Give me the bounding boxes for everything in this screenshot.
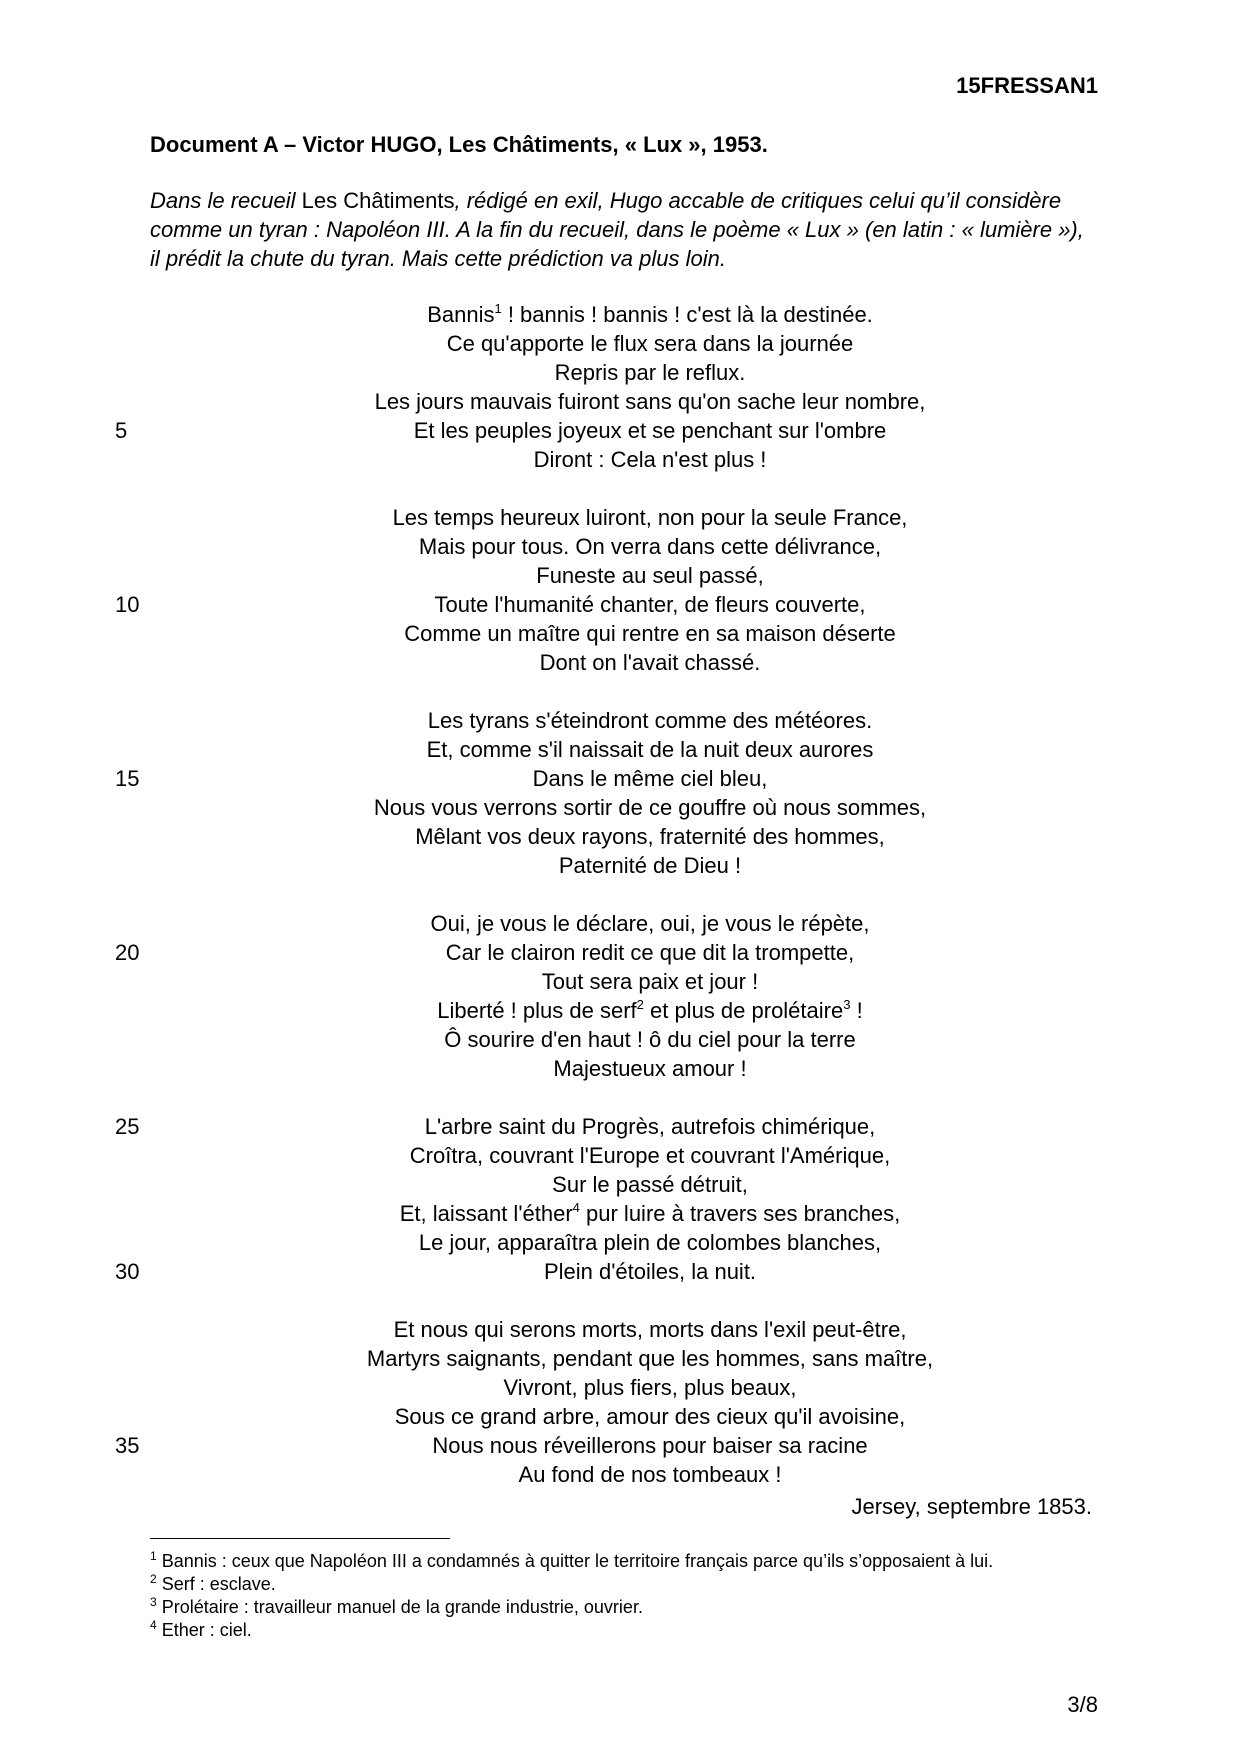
verse-2: Ce qu'apporte le flux sera dans la journée: [446, 331, 854, 356]
verse-8: Mais pour tous. On verra dans cette délivrance,: [418, 534, 882, 559]
footnote-ref-1: 1: [494, 301, 502, 316]
line-number-30: 30: [115, 1259, 140, 1284]
verse-28-part-b: pur luire à travers ses branches,: [579, 1201, 901, 1226]
verse-15: Dans le même ciel bleu,: [532, 766, 768, 791]
footnote-3: [150, 1596, 1100, 1619]
footnote-ref-4: 4: [572, 1200, 580, 1215]
verse-23: Ô sourire d'en haut ! ô du ciel pour la terre: [444, 1027, 856, 1052]
document-title: Document A – Victor HUGO, Les Châtiments, « Lux », 1953.: [150, 132, 768, 157]
footnote-text: Prolétaire : travailleur manuel de la grande industrie, ouvrier.: [156, 1597, 643, 1617]
verse-14: Et, comme s'il naissait de la nuit deux aurores: [426, 737, 874, 762]
verse-35: Nous nous réveillerons pour baiser sa racine: [432, 1433, 868, 1458]
footnote-4: [150, 1619, 1100, 1642]
footnote-2: [150, 1573, 1100, 1596]
verse-10: Toute l'humanité chanter, de fleurs couverte,: [434, 592, 866, 617]
verse-1-end: ! bannis ! bannis ! c'est là la destinée.: [501, 302, 873, 327]
verse-22-part-a: Liberté ! plus de serf: [437, 998, 637, 1023]
footnote-text: Ether : ciel.: [156, 1620, 252, 1640]
verse-19: Oui, je vous le déclare, oui, je vous le répète,: [430, 911, 870, 936]
footnote-divider: [150, 1538, 450, 1539]
footnote-text: Bannis : ceux que Napoléon III a condamnés à quitter le territoire français parce qu’ils s’opposaient à lui.: [156, 1551, 994, 1571]
poem: [200, 300, 1100, 1489]
poem-signature: Jersey, septembre 1853.: [851, 1494, 1092, 1519]
verse-22: [200, 996, 1100, 1025]
verse-16: Nous vous verrons sortir de ce gouffre où nous sommes,: [373, 795, 927, 820]
footnote-number: 4: [150, 1618, 157, 1632]
verse-13: Les tyrans s'éteindront comme des météores.: [427, 708, 873, 733]
footnote-1: [150, 1550, 1100, 1573]
verse-17: Mêlant vos deux rayons, fraternité des hommes,: [415, 824, 885, 849]
intro-part-1: Dans le recueil: [150, 188, 296, 213]
verse-12: Dont on l'avait chassé.: [539, 650, 761, 675]
verse-1-start: Bannis: [427, 302, 495, 327]
line-number-20: 20: [115, 940, 140, 965]
verse-28: [200, 1199, 1100, 1228]
verse-27: Sur le passé détruit,: [552, 1172, 748, 1197]
verse-28-part-a: Et, laissant l'éther: [399, 1201, 573, 1226]
verse-32: Martyrs saignants, pendant que les hommes, sans maître,: [366, 1346, 934, 1371]
footnote-number: 3: [150, 1595, 157, 1609]
verse-9: Funeste au seul passé,: [536, 563, 764, 588]
intro-paragraph: [150, 186, 1090, 273]
intro-book-title: Les Châtiments: [295, 188, 455, 213]
stanza-gap: [200, 1083, 1100, 1112]
verse-7: Les temps heureux luiront, non pour la seule France,: [392, 505, 908, 530]
verse-3: Repris par le reflux.: [554, 360, 746, 385]
verse-6: Diront : Cela n'est plus !: [533, 447, 767, 472]
footnote-ref-3: 3: [843, 997, 851, 1012]
footnote-number: 1: [150, 1549, 157, 1563]
intro-part-3: , rédigé en exil, Hugo accable de critiques celui qu’il considère comme un tyran : Napoléon III. A la fin du recueil, dans le poème « Lux » (en latin : « lumière »), il prédit la chute du tyran. Mais cette prédiction va plus loin.: [150, 188, 1084, 271]
page-number: 3/8: [1067, 1692, 1098, 1717]
line-number-10: 10: [115, 592, 140, 617]
verse-20: Car le clairon redit ce que dit la trompette,: [445, 940, 855, 965]
verse-26: Croîtra, couvrant l'Europe et couvrant l'Amérique,: [409, 1143, 891, 1168]
verse-34: Sous ce grand arbre, amour des cieux qu'il avoisine,: [394, 1404, 906, 1429]
verse-25: L'arbre saint du Progrès, autrefois chimérique,: [424, 1114, 876, 1139]
verse-31: Et nous qui serons morts, morts dans l'exil peut-être,: [393, 1317, 907, 1342]
verse-29: Le jour, apparaîtra plein de colombes blanches,: [418, 1230, 882, 1255]
document-code: 15FRESSAN1: [956, 73, 1098, 98]
line-number-25: 25: [115, 1114, 140, 1139]
stanza-gap: [200, 880, 1100, 909]
footnotes: [150, 1550, 1100, 1642]
verse-33: Vivront, plus fiers, plus beaux,: [503, 1375, 797, 1400]
verse-4: Les jours mauvais fuiront sans qu'on sache leur nombre,: [374, 389, 926, 414]
footnote-text: Serf : esclave.: [156, 1574, 276, 1594]
stanza-gap: [200, 677, 1100, 706]
verse-1: [200, 300, 1100, 329]
stanza-gap: [200, 1286, 1100, 1315]
verse-21: Tout sera paix et jour !: [541, 969, 759, 994]
verse-11: Comme un maître qui rentre en sa maison déserte: [404, 621, 896, 646]
line-number-5: 5: [115, 418, 128, 443]
verse-18: Paternité de Dieu !: [558, 853, 742, 878]
verse-22-part-b: et plus de prolétaire: [643, 998, 844, 1023]
footnote-ref-2: 2: [636, 997, 644, 1012]
stanza-gap: [200, 474, 1100, 503]
footnote-number: 2: [150, 1572, 157, 1586]
verse-24: Majestueux amour !: [553, 1056, 747, 1081]
verse-5: Et les peuples joyeux et se penchant sur l'ombre: [413, 418, 887, 443]
line-number-35: 35: [115, 1433, 140, 1458]
verse-36: Au fond de nos tombeaux !: [518, 1462, 782, 1487]
verse-22-part-c: !: [850, 998, 863, 1023]
line-number-15: 15: [115, 766, 140, 791]
verse-30: Plein d'étoiles, la nuit.: [543, 1259, 757, 1284]
